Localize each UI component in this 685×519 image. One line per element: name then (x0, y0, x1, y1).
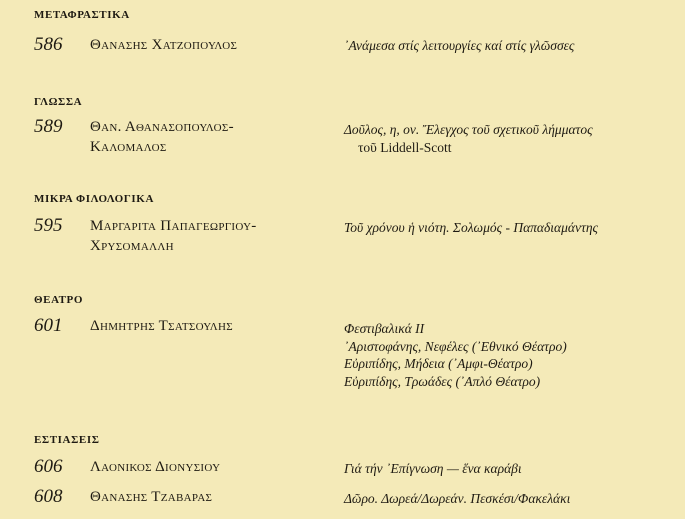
author-line: Θανασης Τζαβαρας (90, 489, 213, 505)
article-titles (344, 320, 679, 390)
section-title: ΓΛΩΣΣΑ (34, 96, 83, 108)
section-title: ΕΣΤΙΑΣΕΙΣ (34, 434, 100, 446)
article-titles (344, 219, 679, 237)
article-titles (344, 490, 679, 508)
section-title: ΜΙΚΡΑ ΦΙΛΟΛΟΓΙΚΑ (34, 193, 154, 205)
page-number: 586 (34, 34, 63, 55)
page-number: 595 (34, 215, 63, 236)
article-title: Δῶρο. Δωρεά/Δωρεάν. Πεσκέσι/Φακελάκι (344, 491, 571, 506)
author-line: Χρυσομαλλη (90, 238, 174, 254)
article-subtitle: ᾿Αριστοφάνης, Νεφέλες (᾿Εθνικό Θέατρο) (344, 338, 567, 354)
page-number: 606 (34, 456, 63, 477)
section-title: ΜΕΤΑΦΡΑΣΤΙΚΑ (34, 9, 130, 21)
article-title-continuation: τοῦ Liddell-Scott (358, 139, 452, 155)
article-title: Φεστιβαλικά ΙΙ (344, 321, 425, 336)
article-subtitle: Εὐριπίδης, Μήδεια (᾿Αμφι-Θέατρο) (344, 356, 533, 371)
article-titles (344, 460, 679, 478)
article-title: Τοῦ χρόνου ἡ νιότη. Σολωμός - Παπαδιαμάντης (344, 220, 598, 235)
author-name (90, 35, 330, 55)
author-name (90, 117, 330, 157)
section-title: ΘΕΑΤΡΟ (34, 294, 83, 306)
author-name (90, 216, 330, 256)
author-line: Δημητρης Τσατσουλης (90, 318, 233, 334)
author-line: Καλομαλος (90, 139, 167, 155)
page-number: 608 (34, 486, 63, 507)
author-line: Θαν. Αθανασοπουλος- (90, 119, 234, 135)
author-line: Μαργαριτα Παπαγεωργιου- (90, 218, 257, 234)
author-line: Λαονικος Διονυσιου (90, 459, 221, 475)
article-titles (344, 37, 679, 55)
author-name (90, 487, 330, 507)
author-name (90, 316, 330, 336)
article-titles (344, 121, 679, 156)
article-title: Γιά τήν ᾿Επίγνωση — ἕνα καράβι (344, 461, 522, 476)
article-subtitle: Εὐριπίδης, Τρωάδες (᾿Απλό Θέατρο) (344, 373, 541, 389)
page-number: 589 (34, 116, 63, 137)
article-title: Δοῦλος, η, ον. Ἔλεγχος τοῦ σχετικοῦ λήμματος (344, 122, 593, 137)
author-name (90, 457, 330, 477)
author-line: Θανασης Χατζοπουλος (90, 37, 238, 53)
article-title: ᾿Ανάμεσα στίς λειτουργίες καί στίς γλῶσσες (344, 38, 575, 53)
page-number: 601 (34, 315, 63, 336)
